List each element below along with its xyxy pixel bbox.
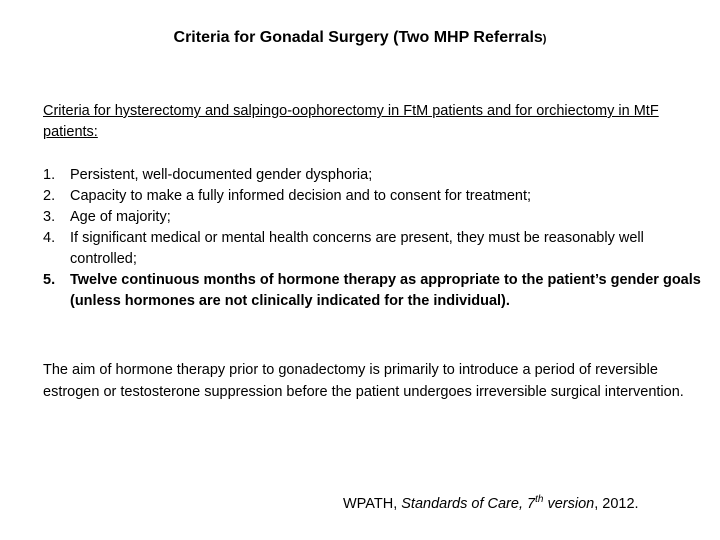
- criteria-item-3: [43, 207, 711, 228]
- citation: [343, 494, 639, 514]
- citation-year: , 2012.: [594, 496, 639, 512]
- criteria-item-4: [43, 228, 711, 270]
- citation-author: WPATH,: [343, 496, 402, 512]
- criteria-item-2: [43, 186, 711, 207]
- criteria-item-1: [43, 165, 711, 186]
- citation-version: version: [543, 496, 595, 512]
- slide-title-close-paren: ): [542, 33, 547, 45]
- criteria-text: Capacity to make a fully informed decision and to consent for treatment;: [70, 188, 532, 204]
- criteria-text: Twelve continuous months of hormone therapy as appropriate to the patient’s gender goals (unless hormones are not clinically indicated for the individual).: [70, 272, 701, 309]
- criteria-list: [43, 165, 711, 312]
- criteria-number: 5.: [43, 272, 56, 288]
- criteria-subheading: Criteria for hysterectomy and salpingo-oophorectomy in FtM patients and for orchiectomy in MtF patients:: [43, 103, 659, 140]
- citation-work: [401, 496, 594, 512]
- criteria-number: 4.: [43, 230, 56, 246]
- criteria-number: 2.: [43, 188, 56, 204]
- citation-work-title: Standards of Care, 7: [401, 496, 536, 512]
- criteria-item-5: [43, 270, 711, 312]
- criteria-number: 1.: [43, 167, 56, 183]
- slide-title-text: Criteria for Gonadal Surgery (Two MHP Referrals: [173, 29, 543, 46]
- citation-superscript: th: [535, 494, 544, 506]
- slide-title: [0, 28, 720, 49]
- criteria-text: Age of majority;: [70, 209, 171, 225]
- criteria-number: 3.: [43, 209, 56, 225]
- criteria-text: Persistent, well-documented gender dysphoria;: [70, 167, 373, 183]
- aim-paragraph: The aim of hormone therapy prior to gonadectomy is primarily to introduce a period of reversible estrogen or testosterone suppression before the patient undergoes irreversible surgical intervention.: [43, 362, 684, 400]
- criteria-text: If significant medical or mental health concerns are present, they must be reasonably well controlled;: [70, 230, 644, 267]
